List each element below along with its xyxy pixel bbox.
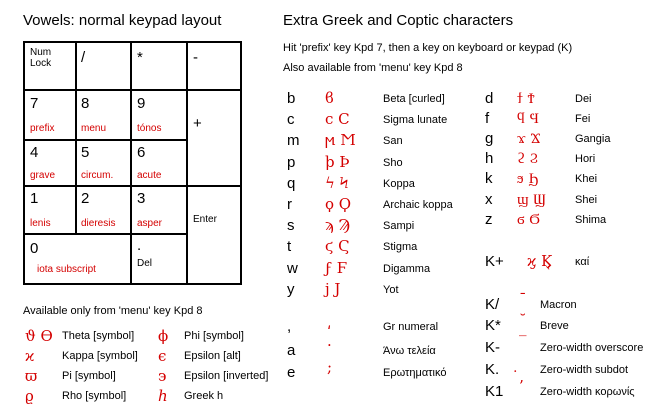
char-label: Dei	[575, 93, 592, 105]
char-key: d	[485, 90, 494, 107]
char-glyph: ϲ Ϲ	[325, 110, 350, 129]
char-label: Archaic koppa	[383, 199, 453, 211]
char-glyph: ϣ Ϣ	[517, 189, 546, 208]
key-0-label: iota subscript	[37, 264, 96, 275]
menu-only-label: Rho [symbol]	[62, 390, 127, 402]
menu-only-title: Available only from 'menu' key Kpd 8	[23, 305, 203, 317]
key-6-label: acute	[137, 170, 162, 181]
punct-label: Ερωτηματικό	[383, 367, 447, 379]
char-label: Shei	[575, 193, 598, 206]
char-glyph: ϫ Ϫ	[517, 129, 541, 148]
key-5[interactable]: 5	[81, 144, 90, 161]
instructions-line1: Hit 'prefix' key Kpd 7, then a key on keyboard or keypad (K)	[283, 42, 573, 54]
char-glyph: ϛ Ϛ	[325, 237, 350, 256]
menu-only-label: Pi [symbol]	[62, 370, 116, 382]
menu-only-glyph: ϵ	[158, 347, 167, 365]
punct-label: Gr numeral	[383, 321, 439, 333]
char-key: c	[287, 111, 295, 129]
key-2[interactable]: 2	[81, 190, 90, 207]
punct-glyph: ;	[327, 358, 333, 376]
char-glyph: ϟ Ϟ	[325, 173, 349, 192]
key-3-label: asper	[137, 218, 163, 229]
combining-label: Zero-width overscore	[540, 342, 644, 354]
char-key: p	[287, 153, 296, 171]
key-2-label: dieresis	[81, 218, 116, 229]
extra-title: Extra Greek and Coptic characters	[283, 12, 514, 29]
combining-glyph: ‾	[519, 333, 527, 351]
char-key: t	[287, 238, 292, 256]
char-key: q	[287, 174, 296, 192]
menu-only-glyph: ϱ	[25, 387, 34, 405]
key-7-label: prefix	[30, 123, 55, 134]
punct-key: ,	[287, 318, 292, 335]
key-numlock[interactable]: Num Lock	[30, 47, 52, 69]
key-minus[interactable]: -	[193, 49, 198, 66]
char-label: Sampi	[383, 220, 415, 233]
combining-key: K-	[485, 339, 500, 356]
char-glyph: ϙ Ϙ	[325, 195, 352, 213]
char-label: San	[383, 135, 403, 148]
char-key: k	[485, 170, 493, 188]
key-1-label: lenis	[30, 218, 51, 229]
key-8-label: menu	[81, 123, 107, 134]
key-5-label: circum.	[81, 170, 114, 181]
combining-key: K.	[485, 361, 500, 378]
key-4[interactable]: 4	[30, 144, 39, 161]
kai-glyph: ϗ Ϗ	[527, 252, 553, 270]
key-plus[interactable]: +	[193, 115, 202, 132]
kai-label: καί	[575, 256, 590, 268]
menu-only-glyph: ℎ	[158, 387, 168, 405]
char-glyph: ϩ Ϩ	[517, 149, 539, 168]
combining-key: K1	[485, 383, 504, 400]
punct-label: Άνω τελεία	[383, 345, 436, 357]
menu-only-label: Phi [symbol]	[184, 330, 244, 342]
menu-only-label: Kappa [symbol]	[62, 350, 138, 362]
char-key: f	[485, 110, 490, 128]
menu-only-glyph: ϰ	[25, 347, 35, 365]
punct-key: a	[287, 342, 296, 359]
menu-only-label: Greek h	[184, 390, 224, 402]
key-del-label: Del	[137, 258, 153, 269]
char-key: r	[287, 196, 292, 213]
key-8[interactable]: 8	[81, 95, 90, 112]
kai-key: K+	[485, 253, 504, 270]
key-9[interactable]: 9	[137, 95, 146, 112]
keypad	[23, 41, 242, 285]
char-glyph: ϸ Ϸ	[325, 152, 350, 171]
key-star[interactable]: *	[137, 49, 143, 66]
combining-label: Zero-width κορωνίς	[540, 386, 635, 398]
char-key: b	[287, 90, 296, 107]
menu-only-glyph: ϖ	[25, 367, 38, 385]
vowels-title: Vowels: normal keypad layout	[23, 12, 222, 29]
char-glyph: ϻ Ϻ	[325, 131, 356, 150]
char-glyph: ϐ	[325, 89, 334, 107]
char-key: s	[287, 217, 295, 235]
char-glyph: ϳ Ϳ	[325, 279, 341, 298]
menu-only-glyph: ϶	[158, 367, 167, 385]
char-glyph: ϡ Ϡ	[325, 216, 351, 235]
char-key: y	[287, 280, 295, 298]
menu-only-label: Epsilon [inverted]	[184, 370, 269, 382]
char-label: Sho	[383, 156, 403, 169]
char-key: h	[485, 150, 494, 168]
key-slash[interactable]: /	[81, 49, 86, 66]
char-label: Beta [curled]	[383, 93, 445, 105]
combining-label: Breve	[540, 320, 569, 332]
punct-glyph: ͵	[327, 312, 332, 330]
menu-only-label: Theta [symbol]	[62, 330, 135, 342]
char-label: Fei	[575, 113, 591, 126]
punct-key: e	[287, 364, 296, 381]
char-label: Gangia	[575, 133, 611, 146]
key-4-label: grave	[30, 170, 56, 181]
key-9-label: tónos	[137, 123, 162, 134]
combining-key: K*	[485, 317, 501, 334]
key-7[interactable]: 7	[30, 95, 39, 112]
combining-label: Zero-width subdot	[540, 364, 629, 376]
punct-glyph: ·	[327, 336, 332, 354]
combining-key: K/	[485, 296, 500, 313]
key-0[interactable]: 0	[30, 240, 39, 257]
char-key: w	[287, 259, 298, 277]
instructions-line2: Also available from 'menu' key Kpd 8	[283, 62, 463, 74]
menu-only-label: Epsilon [alt]	[184, 350, 241, 362]
key-dot[interactable]: .	[137, 237, 142, 254]
char-glyph: ϝ Ϝ	[325, 258, 348, 277]
combining-label: Macron	[540, 299, 577, 311]
char-label: Stigma	[383, 241, 418, 254]
char-glyph: ϯ Ϯ	[517, 89, 535, 107]
char-key: x	[485, 190, 493, 208]
char-key: g	[485, 130, 494, 148]
char-label: Koppa	[383, 177, 415, 190]
char-label: Khei	[575, 173, 598, 186]
key-1[interactable]: 1	[30, 190, 39, 207]
key-6[interactable]: 6	[137, 144, 146, 161]
char-label: Hori	[575, 153, 596, 166]
key-enter[interactable]: Enter	[193, 214, 217, 225]
char-label: Sigma lunate	[383, 114, 448, 127]
menu-only-glyph: ϕ	[158, 327, 169, 345]
key-3[interactable]: 3	[137, 190, 146, 207]
char-key: z	[485, 210, 493, 228]
char-label: Digamma	[383, 262, 431, 275]
combining-glyph: ¯	[519, 290, 527, 308]
char-label: Yot	[383, 283, 399, 296]
char-label: Shima	[575, 213, 607, 226]
combining-glyph: ’	[519, 377, 524, 395]
combining-glyph: ˘	[519, 311, 527, 329]
char-glyph: ϥ Ϥ	[517, 109, 539, 128]
char-glyph: ϧ Ϧ	[517, 169, 539, 188]
char-glyph: ϭ Ϭ	[517, 209, 540, 228]
menu-only-glyph: ϑ ϴ	[25, 327, 53, 345]
char-key: m	[287, 132, 300, 150]
